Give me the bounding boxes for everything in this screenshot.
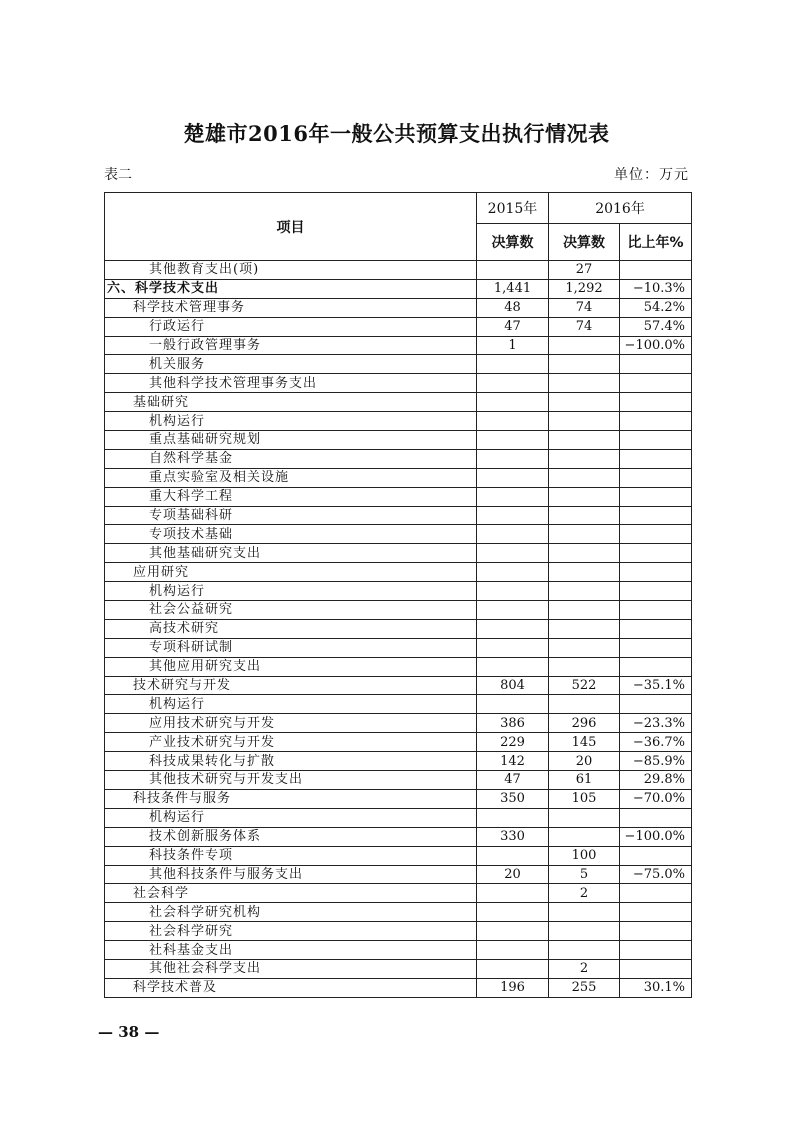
table-row xyxy=(105,846,692,865)
final-2015-cell xyxy=(477,355,549,374)
header-final-2016: 决算数 xyxy=(549,224,620,261)
change-cell: −100.0% xyxy=(620,336,692,355)
final-2015-cell: 20 xyxy=(477,865,549,884)
final-2016-cell: 255 xyxy=(549,978,620,997)
final-2016-cell xyxy=(549,808,620,827)
final-2015-cell xyxy=(477,695,549,714)
final-2015-cell xyxy=(477,506,549,525)
item-name: 科技条件与服务 xyxy=(105,789,477,808)
final-2016-cell: 105 xyxy=(549,789,620,808)
header-year-2016: 2016年 xyxy=(549,193,692,224)
final-2015-cell: 804 xyxy=(477,676,549,695)
table-row xyxy=(105,676,692,695)
change-cell xyxy=(620,431,692,450)
final-2016-cell: 20 xyxy=(549,752,620,771)
table-row xyxy=(105,298,692,317)
final-2015-cell xyxy=(477,393,549,412)
final-2016-cell xyxy=(549,619,620,638)
item-name: 应用研究 xyxy=(105,563,477,582)
item-name: 重大科学工程 xyxy=(105,487,477,506)
table-row xyxy=(105,468,692,487)
item-name: 自然科学基金 xyxy=(105,449,477,468)
final-2016-cell xyxy=(549,544,620,563)
item-name: 应用技术研究与开发 xyxy=(105,714,477,733)
final-2016-cell: 145 xyxy=(549,733,620,752)
item-name: 社会科学研究机构 xyxy=(105,903,477,922)
page-number: — 38 — xyxy=(98,1023,160,1041)
final-2016-cell: 2 xyxy=(549,959,620,978)
item-name: 社会公益研究 xyxy=(105,601,477,620)
change-cell: −100.0% xyxy=(620,827,692,846)
table-row xyxy=(105,959,692,978)
item-name: 机构运行 xyxy=(105,808,477,827)
item-name: 一般行政管理事务 xyxy=(105,336,477,355)
item-name: 其他基础研究支出 xyxy=(105,544,477,563)
item-name: 重点基础研究规划 xyxy=(105,431,477,450)
final-2016-cell: 296 xyxy=(549,714,620,733)
final-2015-cell xyxy=(477,846,549,865)
final-2016-cell xyxy=(549,525,620,544)
item-name: 社科基金支出 xyxy=(105,941,477,960)
final-2015-cell: 229 xyxy=(477,733,549,752)
change-cell xyxy=(620,393,692,412)
change-cell xyxy=(620,884,692,903)
final-2015-cell xyxy=(477,582,549,601)
change-cell: −10.3% xyxy=(620,279,692,298)
item-name: 机构运行 xyxy=(105,695,477,714)
change-cell: 30.1% xyxy=(620,978,692,997)
change-cell: 29.8% xyxy=(620,771,692,790)
change-cell xyxy=(620,582,692,601)
change-cell xyxy=(620,959,692,978)
final-2015-cell xyxy=(477,601,549,620)
final-2015-cell: 1,441 xyxy=(477,279,549,298)
final-2015-cell: 1 xyxy=(477,336,549,355)
item-name: 科技条件专项 xyxy=(105,846,477,865)
final-2015-cell xyxy=(477,412,549,431)
table-row xyxy=(105,601,692,620)
table-row xyxy=(105,978,692,997)
table-row xyxy=(105,412,692,431)
final-2016-cell xyxy=(549,355,620,374)
change-cell: −36.7% xyxy=(620,733,692,752)
item-name: 其他科技条件与服务支出 xyxy=(105,865,477,884)
item-name: 其他社会科学支出 xyxy=(105,959,477,978)
page-title: 楚雄市2016年一般公共预算支出执行情况表 xyxy=(183,121,610,146)
change-cell: −70.0% xyxy=(620,789,692,808)
final-2015-cell xyxy=(477,431,549,450)
final-2015-cell: 196 xyxy=(477,978,549,997)
table-row xyxy=(105,752,692,771)
final-2015-cell: 47 xyxy=(477,771,549,790)
table-row xyxy=(105,487,692,506)
final-2016-cell: 2 xyxy=(549,884,620,903)
table-label: 表二 xyxy=(104,167,132,183)
final-2016-cell xyxy=(549,941,620,960)
item-name: 行政运行 xyxy=(105,317,477,336)
change-cell xyxy=(620,449,692,468)
table-row xyxy=(105,525,692,544)
change-cell xyxy=(620,412,692,431)
item-name: 机关服务 xyxy=(105,355,477,374)
final-2015-cell xyxy=(477,922,549,941)
table-row xyxy=(105,279,692,298)
final-2015-cell xyxy=(477,959,549,978)
change-cell: −23.3% xyxy=(620,714,692,733)
change-cell xyxy=(620,601,692,620)
change-cell xyxy=(620,374,692,393)
change-cell xyxy=(620,808,692,827)
final-2016-cell xyxy=(549,449,620,468)
table-row xyxy=(105,317,692,336)
final-2016-cell: 100 xyxy=(549,846,620,865)
final-2016-cell xyxy=(549,431,620,450)
final-2016-cell xyxy=(549,695,620,714)
change-cell xyxy=(620,468,692,487)
change-cell xyxy=(620,638,692,657)
change-cell xyxy=(620,487,692,506)
change-cell xyxy=(620,619,692,638)
table-row xyxy=(105,449,692,468)
final-2016-cell xyxy=(549,393,620,412)
change-cell xyxy=(620,506,692,525)
item-name: 科学技术普及 xyxy=(105,978,477,997)
table-row xyxy=(105,393,692,412)
change-cell xyxy=(620,941,692,960)
final-2015-cell xyxy=(477,941,549,960)
table-body xyxy=(105,261,692,998)
table-row xyxy=(105,695,692,714)
table-row xyxy=(105,261,692,280)
table-row xyxy=(105,922,692,941)
final-2015-cell xyxy=(477,544,549,563)
change-cell: −35.1% xyxy=(620,676,692,695)
change-cell xyxy=(620,355,692,374)
final-2015-cell: 350 xyxy=(477,789,549,808)
final-2016-cell xyxy=(549,827,620,846)
table-row xyxy=(105,865,692,884)
change-cell xyxy=(620,903,692,922)
header-change: 比上年% xyxy=(620,224,692,261)
final-2015-cell: 330 xyxy=(477,827,549,846)
change-cell: −75.0% xyxy=(620,865,692,884)
table-row xyxy=(105,714,692,733)
item-name: 专项技术基础 xyxy=(105,525,477,544)
final-2016-cell xyxy=(549,487,620,506)
unit-label: 单位：万元 xyxy=(614,167,689,183)
header-item: 项目 xyxy=(105,193,477,261)
table-row xyxy=(105,582,692,601)
item-name: 其他科学技术管理事务支出 xyxy=(105,374,477,393)
final-2015-cell xyxy=(477,884,549,903)
final-2016-cell xyxy=(549,601,620,620)
final-2016-cell: 61 xyxy=(549,771,620,790)
change-cell xyxy=(620,922,692,941)
final-2015-cell xyxy=(477,487,549,506)
table-row xyxy=(105,336,692,355)
final-2015-cell xyxy=(477,449,549,468)
table-row xyxy=(105,563,692,582)
table-row xyxy=(105,941,692,960)
item-name: 产业技术研究与开发 xyxy=(105,733,477,752)
final-2016-cell xyxy=(549,582,620,601)
item-name: 技术创新服务体系 xyxy=(105,827,477,846)
item-name: 社会科学研究 xyxy=(105,922,477,941)
table-header xyxy=(105,193,692,261)
table-row xyxy=(105,771,692,790)
table-row xyxy=(105,789,692,808)
final-2016-cell xyxy=(549,563,620,582)
item-name: 社会科学 xyxy=(105,884,477,903)
table-row xyxy=(105,355,692,374)
table-row xyxy=(105,431,692,450)
final-2015-cell: 386 xyxy=(477,714,549,733)
item-name: 其他应用研究支出 xyxy=(105,657,477,676)
change-cell xyxy=(620,563,692,582)
change-cell: −85.9% xyxy=(620,752,692,771)
final-2016-cell xyxy=(549,468,620,487)
table-row xyxy=(105,903,692,922)
header-final-2015: 决算数 xyxy=(477,224,549,261)
table-row xyxy=(105,619,692,638)
final-2016-cell xyxy=(549,506,620,525)
table-row xyxy=(105,506,692,525)
final-2016-cell: 74 xyxy=(549,317,620,336)
item-name: 机构运行 xyxy=(105,582,477,601)
final-2016-cell: 74 xyxy=(549,298,620,317)
header-year-2015: 2015年 xyxy=(477,193,549,224)
change-cell xyxy=(620,525,692,544)
final-2015-cell xyxy=(477,525,549,544)
final-2016-cell: 5 xyxy=(549,865,620,884)
final-2015-cell xyxy=(477,261,549,280)
change-cell xyxy=(620,544,692,563)
final-2015-cell: 47 xyxy=(477,317,549,336)
table-row xyxy=(105,733,692,752)
table-row xyxy=(105,808,692,827)
item-name: 其他教育支出(项) xyxy=(105,261,477,280)
item-name: 技术研究与开发 xyxy=(105,676,477,695)
item-name: 科技成果转化与扩散 xyxy=(105,752,477,771)
final-2016-cell xyxy=(549,412,620,431)
final-2016-cell xyxy=(549,657,620,676)
final-2016-cell xyxy=(549,374,620,393)
item-name: 六、科学技术支出 xyxy=(105,279,477,298)
final-2015-cell: 142 xyxy=(477,752,549,771)
change-cell xyxy=(620,657,692,676)
item-name: 重点实验室及相关设施 xyxy=(105,468,477,487)
final-2016-cell xyxy=(549,638,620,657)
item-name: 其他技术研究与开发支出 xyxy=(105,771,477,790)
final-2015-cell xyxy=(477,638,549,657)
table-row xyxy=(105,638,692,657)
item-name: 基础研究 xyxy=(105,393,477,412)
final-2015-cell xyxy=(477,468,549,487)
table-row xyxy=(105,544,692,563)
table-row xyxy=(105,657,692,676)
final-2015-cell xyxy=(477,808,549,827)
item-name: 专项基础科研 xyxy=(105,506,477,525)
change-cell: 57.4% xyxy=(620,317,692,336)
final-2015-cell: 48 xyxy=(477,298,549,317)
change-cell xyxy=(620,261,692,280)
final-2016-cell xyxy=(549,922,620,941)
final-2015-cell xyxy=(477,374,549,393)
change-cell: 54.2% xyxy=(620,298,692,317)
change-cell xyxy=(620,695,692,714)
final-2015-cell xyxy=(477,657,549,676)
table-row xyxy=(105,884,692,903)
change-cell xyxy=(620,846,692,865)
final-2016-cell xyxy=(549,336,620,355)
item-name: 机构运行 xyxy=(105,412,477,431)
item-name: 专项科研试制 xyxy=(105,638,477,657)
table-row xyxy=(105,827,692,846)
final-2015-cell xyxy=(477,903,549,922)
table-row xyxy=(105,374,692,393)
final-2015-cell xyxy=(477,563,549,582)
final-2016-cell: 522 xyxy=(549,676,620,695)
final-2016-cell: 27 xyxy=(549,261,620,280)
final-2016-cell xyxy=(549,903,620,922)
item-name: 科学技术管理事务 xyxy=(105,298,477,317)
final-2016-cell: 1,292 xyxy=(549,279,620,298)
budget-table xyxy=(104,192,692,998)
final-2015-cell xyxy=(477,619,549,638)
item-name: 高技术研究 xyxy=(105,619,477,638)
